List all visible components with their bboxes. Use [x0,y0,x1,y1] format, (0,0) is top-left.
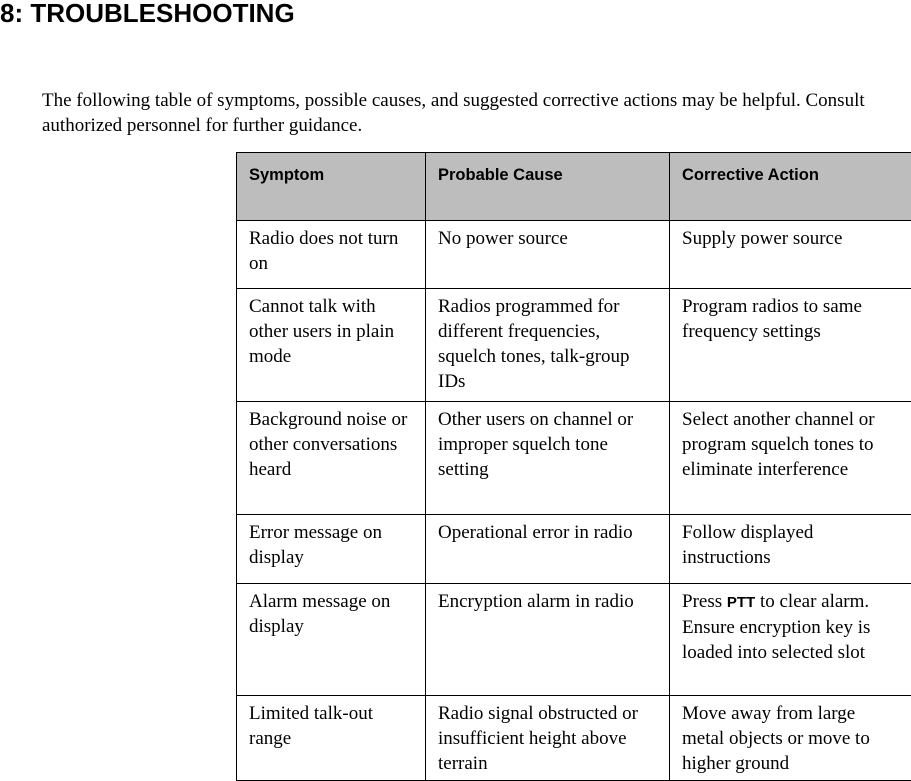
action-text: to clear alarm. Ensure encryption key is loaded into selected slot [682,591,871,663]
section-title: 8: TROUBLESHOOTING [0,0,295,28]
symptom-cell: Radio does not turn on [237,221,426,289]
action-cell: Move away from large metal objects or move to higher ground [670,696,911,781]
action-cell: Select another channel or program squelch tones to eliminate interference [670,402,911,515]
ptt-key-label: PTT [726,594,756,611]
symptom-cell: Background noise or other conversations heard [237,402,426,515]
table-row [237,696,911,781]
header-probable-cause: Probable Cause [426,153,670,221]
symptom-cell: Limited talk-out range [237,696,426,781]
cause-cell: Other users on channel or improper squelch tone setting [426,402,670,515]
cause-cell: Encryption alarm in radio [426,584,670,696]
table-row [237,515,911,584]
table-row [237,402,911,515]
table-header-row [237,153,911,221]
cause-cell: Radio signal obstructed or insufficient height above terrain [426,696,670,781]
action-cell: Program radios to same frequency settings [670,289,911,402]
table-row [237,289,911,402]
symptom-cell: Alarm message on display [237,584,426,696]
action-prefix-text: Press [682,591,727,612]
cause-cell: No power source [426,221,670,289]
cause-cell: Radios programmed for different frequencies, squelch tones, talk-group IDs [426,289,670,402]
header-corrective-action: Corrective Action [670,153,911,221]
table-row [237,221,911,289]
symptom-cell: Error message on display [237,515,426,584]
header-symptom: Symptom [237,153,426,221]
action-cell: Supply power source [670,221,911,289]
symptom-cell: Cannot talk with other users in plain mode [237,289,426,402]
action-cell: Follow displayed instructions [670,515,911,584]
intro-paragraph: The following table of symptoms, possible causes, and suggested corrective actions may be helpful. Consult authorized personnel for further guidance. [42,90,865,136]
table-row [237,584,911,696]
cause-cell: Operational error in radio [426,515,670,584]
troubleshooting-table [236,152,911,781]
action-cell [670,584,911,696]
